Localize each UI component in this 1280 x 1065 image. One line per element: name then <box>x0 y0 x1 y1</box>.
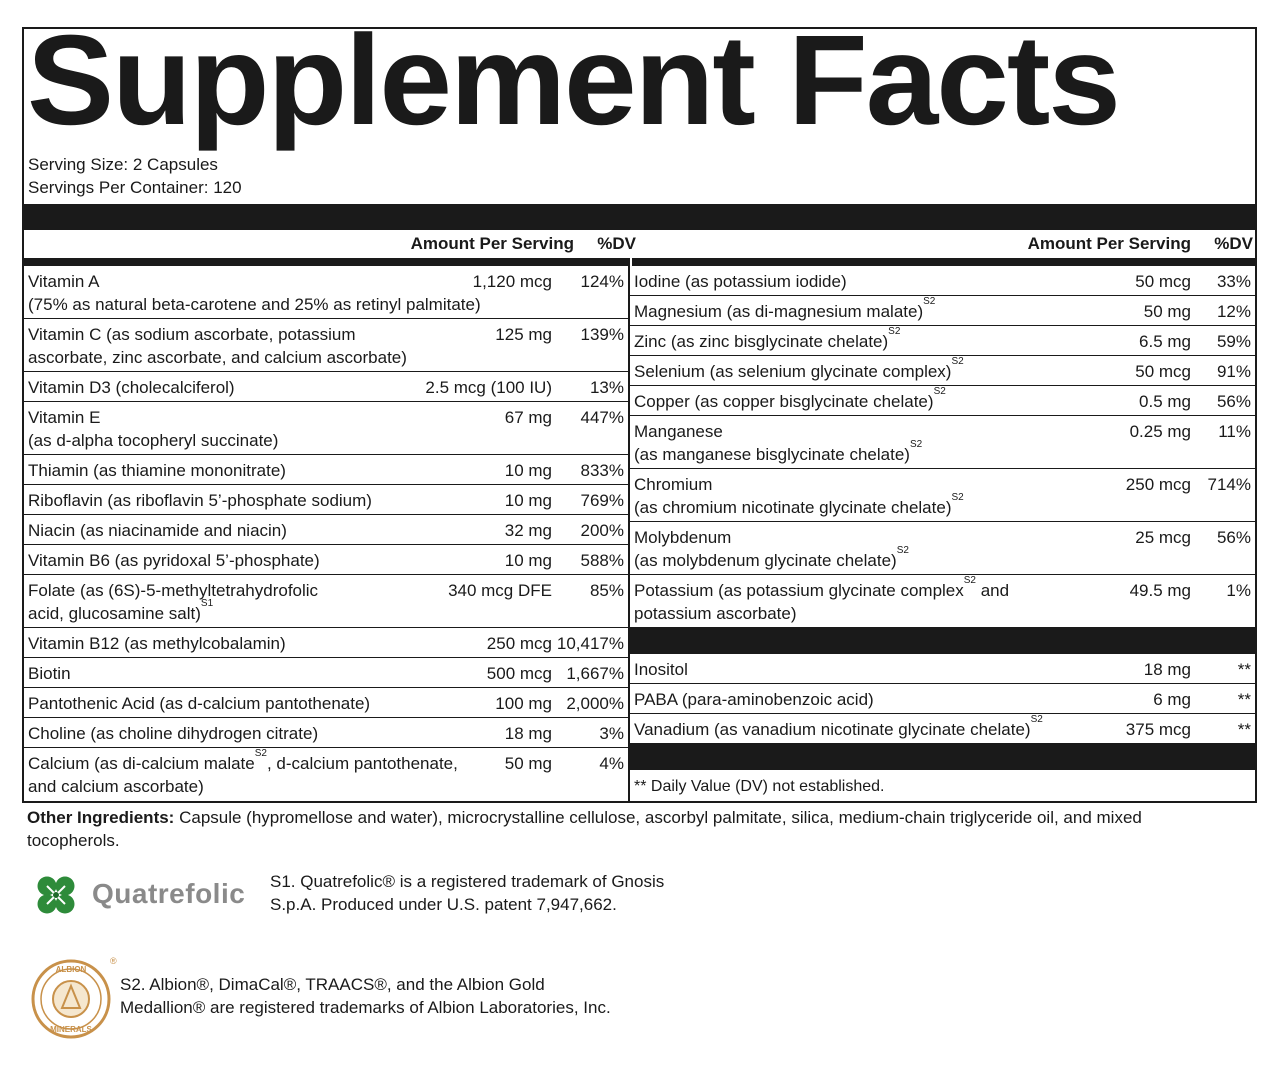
daily-value-percent: 59% <box>1216 332 1251 351</box>
daily-value-percent: ** <box>1237 690 1251 709</box>
daily-value-percent: 91% <box>1216 362 1251 381</box>
section-divider-bar <box>630 628 1255 654</box>
amount-per-serving: 0.5 mg <box>1139 392 1191 411</box>
nutrient-name <box>634 714 1043 741</box>
nutrient-row <box>24 485 628 515</box>
nutrient-name <box>28 406 278 452</box>
amount-per-serving: 250 mcg <box>486 634 552 653</box>
svg-text:®: ® <box>110 956 117 966</box>
amount-per-serving: 67 mg <box>504 408 552 427</box>
amount-per-serving: 10 mg <box>504 491 552 510</box>
daily-value-percent: 769% <box>580 491 624 510</box>
nutrient-row <box>24 455 628 485</box>
nutrient-name <box>634 386 946 413</box>
nutrient-name-line: Folate (as (6S)-5-methyltetrahydrofolic <box>28 581 319 600</box>
svg-text:MINERALS: MINERALS <box>50 1025 92 1034</box>
amount-per-serving: 340 mcg DFE <box>448 581 552 600</box>
panel-title: Supplement Facts <box>27 9 1119 152</box>
amount-per-serving: 10 mg <box>504 461 552 480</box>
amount-per-serving: 6.5 mg <box>1139 332 1191 351</box>
nutrient-name <box>28 722 318 745</box>
amount-header: Amount Per Serving <box>410 234 574 253</box>
nutrient-row <box>24 372 628 402</box>
daily-value-percent: 10,417% <box>556 634 624 653</box>
nutrient-name-line: Niacin (as niacinamide and niacin) <box>28 521 287 540</box>
dv-footnote-text: ** Daily Value (DV) not established. <box>634 778 885 795</box>
nutrient-row <box>630 326 1255 356</box>
nutrient-name-line: Magnesium (as di-magnesium malate) <box>634 302 924 321</box>
daily-value-percent: 4% <box>599 754 624 773</box>
nutrient-name-line: potassium ascorbate) <box>634 604 797 623</box>
supplement-facts-panel <box>22 9 1257 803</box>
footnote-s1-line1: S1. Quatrefolic® is a registered trademark of Gnosis <box>270 872 665 891</box>
nutrient-name-line: (75% as natural beta-carotene and 25% as retinyl palmitate) <box>28 295 481 314</box>
header-divider <box>632 258 1255 266</box>
nutrient-name-cont: and <box>975 581 1010 600</box>
daily-value-percent: 13% <box>589 378 624 397</box>
nutrient-name <box>28 579 318 625</box>
nutrient-name-line: Molybdenum <box>634 528 732 547</box>
daily-value-percent: ** <box>1237 720 1251 739</box>
column-header-left <box>24 232 636 257</box>
dv-header: %DV <box>597 234 636 253</box>
nutrient-row <box>24 515 628 545</box>
servings-per-container: Servings Per Container: 120 <box>28 178 242 197</box>
nutrient-name-line: Manganese <box>634 422 723 441</box>
dv-header: %DV <box>1214 234 1253 253</box>
nutrient-row <box>630 522 1255 575</box>
amount-per-serving: 50 mcg <box>1135 362 1191 381</box>
nutrient-row <box>630 266 1255 296</box>
quatrefolic-logo-text: Quatrefolic <box>92 878 246 909</box>
nutrient-name-line: ascorbate, zinc ascorbate, and calcium ascorbate) <box>28 348 407 367</box>
daily-value-percent: 447% <box>580 408 624 427</box>
amount-per-serving: 18 mg <box>1143 660 1191 679</box>
daily-value-percent: 85% <box>589 581 624 600</box>
superscript-mark: S2 <box>963 575 976 587</box>
superscript-mark: S2 <box>951 492 964 504</box>
superscript-mark: S1 <box>200 598 214 610</box>
nutrient-name-line: Vitamin B6 (as pyridoxal 5’-phosphate) <box>28 551 320 570</box>
nutrient-row <box>24 319 628 372</box>
nutrient-name <box>28 748 458 798</box>
amount-per-serving: 2.5 mcg (100 IU) <box>425 378 552 397</box>
daily-value-percent: 200% <box>580 521 624 540</box>
nutrient-name-line: Inositol <box>634 660 688 679</box>
nutrient-name-line: Biotin <box>28 664 71 683</box>
amount-header: Amount Per Serving <box>1027 234 1191 253</box>
nutrient-name-line: acid, glucosamine salt) <box>28 604 201 623</box>
nutrient-name-line: Vanadium (as vanadium nicotinate glycinate chelate) <box>634 720 1031 739</box>
nutrient-row <box>630 296 1255 326</box>
daily-value-percent: 12% <box>1216 302 1251 321</box>
nutrient-name-line: (as molybdenum glycinate chelate) <box>634 551 897 570</box>
nutrient-name-line: and calcium ascorbate) <box>28 777 204 796</box>
clover-icon <box>38 877 75 914</box>
thick-divider <box>24 204 1255 230</box>
amount-per-serving: 375 mcg <box>1125 720 1191 739</box>
nutrient-row <box>24 748 628 801</box>
column-header-right <box>632 232 1255 257</box>
amount-per-serving: 50 mg <box>1143 302 1191 321</box>
nutrient-name-line: Pantothenic Acid (as d-calcium pantothenate) <box>28 694 371 713</box>
nutrient-name-line: Chromium <box>634 475 713 494</box>
nutrient-row <box>630 714 1255 744</box>
header-divider <box>24 258 630 266</box>
nutrient-row <box>24 266 628 319</box>
nutrient-name-line: Vitamin A <box>28 272 100 291</box>
nutrient-name-line: Copper (as copper bisglycinate chelate) <box>634 392 934 411</box>
superscript-mark: S2 <box>1030 714 1043 726</box>
daily-value-percent: 2,000% <box>566 694 624 713</box>
svg-text:ALBION: ALBION <box>55 965 87 974</box>
daily-value-percent: 56% <box>1216 528 1251 547</box>
amount-per-serving: 25 mcg <box>1135 528 1191 547</box>
nutrient-row <box>630 386 1255 416</box>
amount-per-serving: 250 mcg <box>1125 475 1191 494</box>
nutrient-name <box>634 526 909 572</box>
amount-per-serving: 6 mg <box>1153 690 1191 709</box>
nutrient-row <box>24 575 628 628</box>
superscript-mark: S2 <box>888 326 901 338</box>
nutrient-name <box>28 459 286 482</box>
amount-per-serving: 50 mg <box>504 754 552 773</box>
amount-per-serving: 50 mcg <box>1135 272 1191 291</box>
nutrient-name-line: Vitamin C (as sodium ascorbate, potassium <box>28 325 356 344</box>
daily-value-percent: 124% <box>580 272 624 291</box>
nutrient-row <box>24 688 628 718</box>
daily-value-percent: 139% <box>580 325 624 344</box>
amount-per-serving: 125 mg <box>495 325 552 344</box>
nutrient-name <box>634 575 1010 625</box>
nutrient-name-line: Vitamin B12 (as methylcobalamin) <box>28 634 286 653</box>
daily-value-percent: 714% <box>1207 475 1251 494</box>
nutrient-name <box>634 356 964 383</box>
amount-per-serving: 49.5 mg <box>1129 581 1191 600</box>
nutrient-row <box>630 416 1255 469</box>
amount-per-serving: 10 mg <box>504 551 552 570</box>
daily-value-percent: 3% <box>599 724 624 743</box>
footnote-s2-line2: Medallion® are registered trademarks of Albion Laboratories, Inc. <box>120 998 611 1017</box>
section-divider-bar <box>630 744 1255 770</box>
nutrient-name-line: Vitamin E <box>28 408 101 427</box>
nutrient-name-line: Riboflavin (as riboflavin 5’-phosphate sodium) <box>28 491 372 510</box>
nutrient-row <box>630 575 1255 628</box>
nutrient-name-line: Calcium (as di-calcium malate <box>28 754 255 773</box>
other-ingredients <box>27 806 1227 852</box>
daily-value-percent: 1% <box>1226 581 1251 600</box>
nutrient-name <box>28 376 235 399</box>
nutrient-name-line: Potassium (as potassium glycinate complex <box>634 581 964 600</box>
daily-value-percent: 56% <box>1216 392 1251 411</box>
nutrient-name-line: Iodine (as potassium iodide) <box>634 272 847 291</box>
nutrient-name-line: PABA (para-aminobenzoic acid) <box>634 690 874 709</box>
nutrient-name-line: (as manganese bisglycinate chelate) <box>634 445 910 464</box>
nutrient-list-left <box>24 266 628 801</box>
superscript-mark: S2 <box>909 439 923 451</box>
superscript-mark: S2 <box>896 545 909 557</box>
amount-per-serving: 1,120 mcg <box>472 272 552 291</box>
amount-per-serving: 500 mcg <box>486 664 552 683</box>
superscript-mark: S2 <box>254 748 267 760</box>
nutrient-name-line: Vitamin D3 (cholecalciferol) <box>28 378 235 397</box>
amount-per-serving: 100 mg <box>495 694 552 713</box>
daily-value-percent: ** <box>1237 660 1251 679</box>
nutrient-row <box>24 628 628 658</box>
nutrient-row <box>630 356 1255 386</box>
nutrient-name <box>634 688 874 711</box>
footnote-s1-line2: S.p.A. Produced under U.S. patent 7,947,662. <box>270 895 617 914</box>
nutrient-row <box>24 658 628 688</box>
amount-per-serving: 0.25 mg <box>1129 422 1191 441</box>
albion-medallion-logo <box>28 952 118 1042</box>
footnote-s1 <box>270 870 664 916</box>
nutrient-name <box>28 692 370 715</box>
nutrient-name <box>634 326 901 353</box>
superscript-mark: S2 <box>923 296 936 308</box>
nutrient-name <box>28 323 407 369</box>
nutrient-name <box>634 473 964 519</box>
nutrient-row <box>24 718 628 748</box>
nutrient-name-line: Choline (as choline dihydrogen citrate) <box>28 724 319 743</box>
nutrient-name <box>28 270 481 316</box>
superscript-mark: S2 <box>933 386 946 398</box>
daily-value-percent: 33% <box>1216 272 1251 291</box>
daily-value-percent: 833% <box>580 461 624 480</box>
nutrient-name <box>28 662 71 685</box>
nutrient-name-line: Thiamin (as thiamine mononitrate) <box>28 461 286 480</box>
nutrient-name <box>28 489 372 512</box>
nutrient-name <box>634 420 922 466</box>
other-ingredients-text: Capsule (hypromellose and water), microcrystalline cellulose, ascorbyl palmitate, silica, medium-chain triglyceride oil, and mixed tocopherols. <box>27 808 1142 850</box>
dv-footnote <box>630 770 1255 800</box>
nutrient-row <box>24 402 628 455</box>
nutrient-name-line: (as d-alpha tocopheryl succinate) <box>28 431 279 450</box>
nutrient-name <box>634 270 847 293</box>
nutrient-row <box>630 684 1255 714</box>
nutrient-row <box>630 469 1255 522</box>
nutrient-name-line: Zinc (as zinc bisglycinate chelate) <box>634 332 889 351</box>
nutrient-row <box>24 545 628 575</box>
serving-size: Serving Size: 2 Capsules <box>28 155 218 174</box>
footnote-s2-line1: S2. Albion®, DimaCal®, TRAACS®, and the Albion Gold <box>120 975 545 994</box>
nutrient-name-cont: , d-calcium pantothenate, <box>266 754 458 773</box>
nutrient-name <box>28 549 320 572</box>
nutrient-name <box>634 296 936 323</box>
nutrient-name <box>634 658 688 681</box>
nutrient-name-line: Selenium (as selenium glycinate complex) <box>634 362 952 381</box>
nutrient-list-right <box>630 266 1255 800</box>
daily-value-percent: 11% <box>1218 422 1251 441</box>
nutrient-name-line: (as chromium nicotinate glycinate chelate) <box>634 498 952 517</box>
superscript-mark: S2 <box>951 356 964 368</box>
daily-value-percent: 1,667% <box>566 664 624 683</box>
nutrient-name <box>28 632 286 655</box>
footnote-s2 <box>120 973 611 1019</box>
amount-per-serving: 32 mg <box>504 521 552 540</box>
amount-per-serving: 18 mg <box>504 724 552 743</box>
nutrient-row <box>630 654 1255 684</box>
other-ingredients-label: Other Ingredients: <box>27 808 175 827</box>
nutrient-name <box>28 519 287 542</box>
daily-value-percent: 588% <box>580 551 624 570</box>
